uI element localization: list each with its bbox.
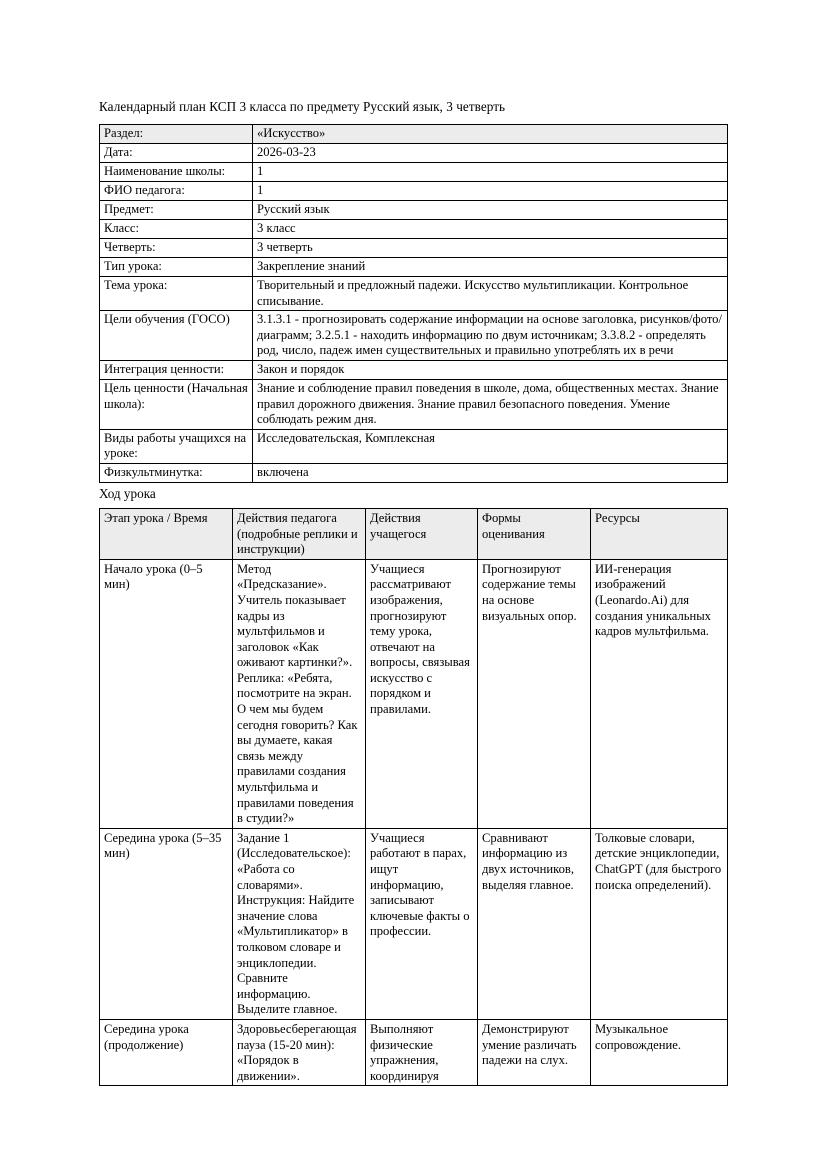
info-value: Знание и соблюдение правил поведения в школе, дома, общественных местах. Знание правил дорожного движения. Знание правил безопасного поведения. Умение соблюдать режим дня. xyxy=(253,379,728,429)
cell-stage: Начало урока (0–5 мин) xyxy=(100,559,233,828)
table-row xyxy=(100,277,728,311)
section-caption-lesson-flow: Ход урока xyxy=(99,485,156,501)
column-header-assessment-forms: Формы оценивания xyxy=(478,508,591,559)
column-header-resources: Ресурсы xyxy=(591,508,728,559)
info-value: «Искусство» xyxy=(253,125,728,144)
info-value: 3.1.3.1 - прогнозировать содержание информации на основе заголовка, рисунков/фото/диаграмм; 3.2.5.1 - находить информацию по двум источникам; 3.3.8.2 - определять род, число, падеж имен существительных и правильно употреблять их в речи xyxy=(253,311,728,361)
info-label: Физкультминутка: xyxy=(100,463,253,482)
info-label: Наименование школы: xyxy=(100,163,253,182)
table-row xyxy=(100,429,728,463)
table-row xyxy=(100,463,728,482)
info-label: ФИО педагога: xyxy=(100,182,253,201)
info-value: Закон и порядок xyxy=(253,360,728,379)
column-header-stage: Этап урока / Время xyxy=(100,508,233,559)
info-label: Интеграция ценности: xyxy=(100,360,253,379)
lesson-info-body xyxy=(100,125,728,483)
cell-teacher-actions: Метод «Предсказание». Учитель показывает кадры из мультфильмов и заголовок «Как оживают картинки?». Реплика: «Ребята, посмотрите на экран. О чем мы будем сегодня говорить? Как вы думаете, какая связь между правилами создания мультфильма и правилами поведения в студии?» xyxy=(233,559,366,828)
table-row xyxy=(100,125,728,144)
cell-student-actions: Учащиеся работают в парах, ищут информацию, записывают ключевые факты о профессии. xyxy=(366,828,478,1019)
lesson-flow-table xyxy=(99,508,728,1086)
info-label: Раздел: xyxy=(100,125,253,144)
info-label: Цель ценности (Начальная школа): xyxy=(100,379,253,429)
info-label: Тип урока: xyxy=(100,258,253,277)
table-row xyxy=(100,360,728,379)
info-label: Предмет: xyxy=(100,201,253,220)
cell-teacher-actions: Задание 1 (Исследовательское): «Работа со словарями». Инструкция: Найдите значение слова «Мультипликатор» в толковом словаре и энциклопедии. Сравните информацию. Выделите главное. xyxy=(233,828,366,1019)
table-row xyxy=(100,144,728,163)
info-value: 2026-03-23 xyxy=(253,144,728,163)
cell-assessment-forms: Демонстрируют умение различать падежи на слух. xyxy=(478,1019,591,1085)
info-label: Класс: xyxy=(100,220,253,239)
cell-resources: Музыкальное сопровождение. xyxy=(591,1019,728,1085)
info-label: Виды работы учащихся на уроке: xyxy=(100,429,253,463)
table-row xyxy=(100,379,728,429)
cell-assessment-forms: Прогнозируют содержание темы на основе визуальных опор. xyxy=(478,559,591,828)
table-row xyxy=(100,201,728,220)
info-value: 1 xyxy=(253,182,728,201)
table-row xyxy=(100,239,728,258)
cell-teacher-actions: Здоровьесберегающая пауза (15-20 мин): «Порядок в движении». xyxy=(233,1019,366,1085)
cell-student-actions: Учащиеся рассматривают изображения, прогнозируют тему урока, отвечают на вопросы, связывая искусство с порядком и правилами. xyxy=(366,559,478,828)
info-value: 1 xyxy=(253,163,728,182)
page-title: Календарный план КСП 3 класса по предмету Русский язык, 3 четверть xyxy=(99,99,506,114)
column-header-teacher-actions: Действия педагога (подробные реплики и инструкции) xyxy=(233,508,366,559)
table-row xyxy=(100,828,728,1019)
column-header-student-actions: Действия учащегося xyxy=(366,508,478,559)
info-value: Закрепление знаний xyxy=(253,258,728,277)
table-row xyxy=(100,163,728,182)
cell-student-actions: Выполняют физические упражнения, координируя xyxy=(366,1019,478,1085)
info-label: Цели обучения (ГОСО) xyxy=(100,311,253,361)
table-header-row xyxy=(100,508,728,559)
info-value: 3 четверть xyxy=(253,239,728,258)
table-row xyxy=(100,258,728,277)
table-row xyxy=(100,1019,728,1085)
lesson-flow-header xyxy=(100,508,728,559)
cell-resources: ИИ-генерация изображений (Leonardo.Ai) для создания уникальных кадров мультфильма. xyxy=(591,559,728,828)
info-value: 3 класс xyxy=(253,220,728,239)
info-value: включена xyxy=(253,463,728,482)
table-row xyxy=(100,182,728,201)
cell-resources: Толковые словари, детские энциклопедии, ChatGPT (для быстрого поиска определений). xyxy=(591,828,728,1019)
cell-assessment-forms: Сравнивают информацию из двух источников, выделяя главное. xyxy=(478,828,591,1019)
info-value: Исследовательская, Комплексная xyxy=(253,429,728,463)
table-row xyxy=(100,220,728,239)
table-row xyxy=(100,311,728,361)
info-label: Четверть: xyxy=(100,239,253,258)
info-label: Дата: xyxy=(100,144,253,163)
cell-stage: Середина урока (5–35 мин) xyxy=(100,828,233,1019)
table-row xyxy=(100,559,728,828)
lesson-info-table xyxy=(99,124,728,483)
info-value: Творительный и предложный падежи. Искусство мультипликации. Контрольное списывание. xyxy=(253,277,728,311)
info-value: Русский язык xyxy=(253,201,728,220)
lesson-flow-body xyxy=(100,559,728,1086)
info-label: Тема урока: xyxy=(100,277,253,311)
cell-stage: Середина урока (продолжение) xyxy=(100,1019,233,1085)
